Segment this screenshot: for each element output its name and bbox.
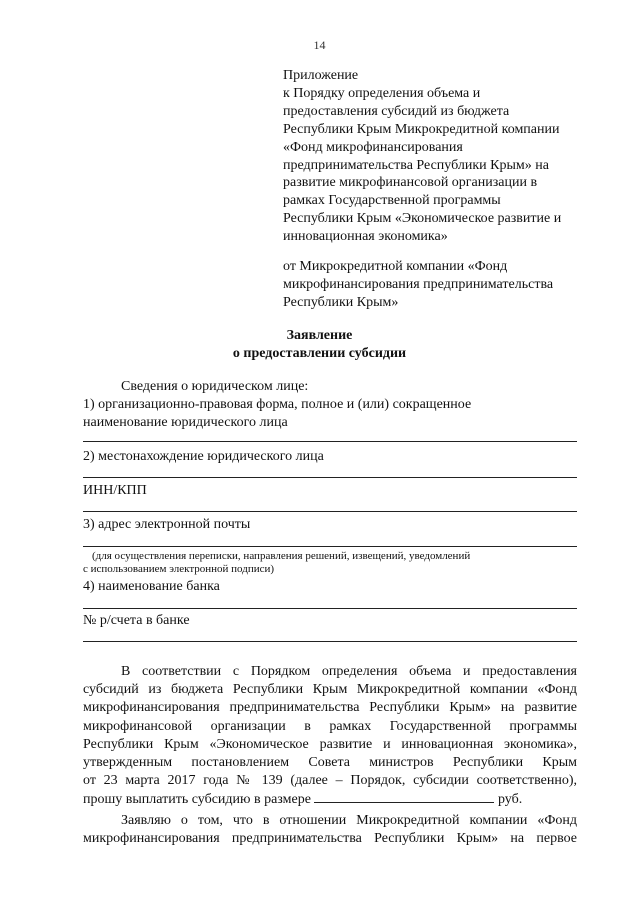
subsidy-amount-line <box>83 790 577 809</box>
paragraph-line: В соответствии с Порядком определения объема и предоставления <box>121 664 577 679</box>
email-note: (для осуществления переписки, направления решений, извещений, уведомлений <box>92 550 471 562</box>
title-line-2: о предоставлении субсидии <box>232 346 407 361</box>
appendix-line: Приложение <box>283 68 359 83</box>
item2-label: 2) местонахождение юридического лица <box>83 449 324 464</box>
paragraph-line: утвержденным постановлением Совета министров Республики Крым <box>83 755 577 771</box>
account-fill-line[interactable] <box>83 641 577 642</box>
appendix-line: инновационная экономика» <box>283 229 448 245</box>
paragraph-line: микрофинансирования предпринимательства Республики Крым» на первое <box>83 831 577 847</box>
paragraph-line: Республики Крым «Экономическое развитие и инновационная экономика», <box>83 736 577 752</box>
paragraph-line: Заявляю о том, что в отношении Микрокредитной компании «Фонд <box>121 813 577 828</box>
appendix-line: предпринимательства Республики Крым» на <box>283 157 549 173</box>
addressee-block <box>283 258 583 312</box>
appendix-line: развитие микрофинансовой организации в <box>283 175 538 191</box>
addressee-line: микрофинансирования предпринимательства <box>283 276 554 292</box>
appendix-header <box>283 67 583 246</box>
page-number: 14 <box>313 38 326 52</box>
appendix-line: Республики Крым Микрокредитной компании <box>283 121 560 137</box>
item2-fill-line[interactable] <box>83 477 577 478</box>
appendix-line: к Порядку определения объема и <box>283 85 481 101</box>
item3-label: 3) адрес электронной почты <box>83 517 251 532</box>
addressee-line: от Микрокредитной компании «Фонд <box>283 259 508 274</box>
item4-label: 4) наименование банка <box>83 579 220 594</box>
item4-fill-line[interactable] <box>83 608 577 609</box>
subsidy-amount-field[interactable] <box>314 790 494 803</box>
item3-fill-line[interactable] <box>83 546 577 547</box>
addressee-line: Республики Крым» <box>283 294 399 310</box>
appendix-line: рамках Государственной программы <box>283 193 501 209</box>
subsidy-amount-prefix: прошу выплатить субсидию в размере <box>83 792 311 808</box>
appendix-line: Республики Крым «Экономическое развитие и <box>283 211 562 227</box>
paragraph-line: микрофинансирования предпринимательства Республики Крым» на развитие <box>83 700 577 716</box>
account-label: № р/счета в банке <box>83 613 190 628</box>
document-title <box>0 327 639 363</box>
paragraph-line: от 23 марта 2017 года № 139 (далее – Порядок, субсидии соответственно), <box>83 773 577 789</box>
item1-label: 1) организационно-правовая форма, полное и (или) сокращенное <box>83 397 472 412</box>
paragraph-line: субсидий из бюджета Республики Крым Микрокредитной компании «Фонд <box>83 682 577 698</box>
paragraph-declaration <box>83 812 577 848</box>
paragraph-line: микрофинансовой организации в рамках Государственной программы <box>83 718 577 734</box>
appendix-line: «Фонд микрофинансирования <box>283 139 463 155</box>
appendix-line: предоставления субсидий из бюджета <box>283 103 510 119</box>
title-line-1: Заявление <box>286 328 353 343</box>
form-intro: Сведения о юридическом лице: <box>121 379 309 394</box>
email-note-cont: с использованием электронной подписи) <box>83 563 275 575</box>
inn-kpp-label: ИНН/КПП <box>83 483 147 498</box>
inn-kpp-fill-line[interactable] <box>83 511 577 512</box>
item1-label-cont: наименование юридического лица <box>83 415 288 430</box>
paragraph-request <box>83 663 577 810</box>
item1-fill-line[interactable] <box>83 441 577 442</box>
subsidy-amount-unit: руб. <box>497 792 523 808</box>
